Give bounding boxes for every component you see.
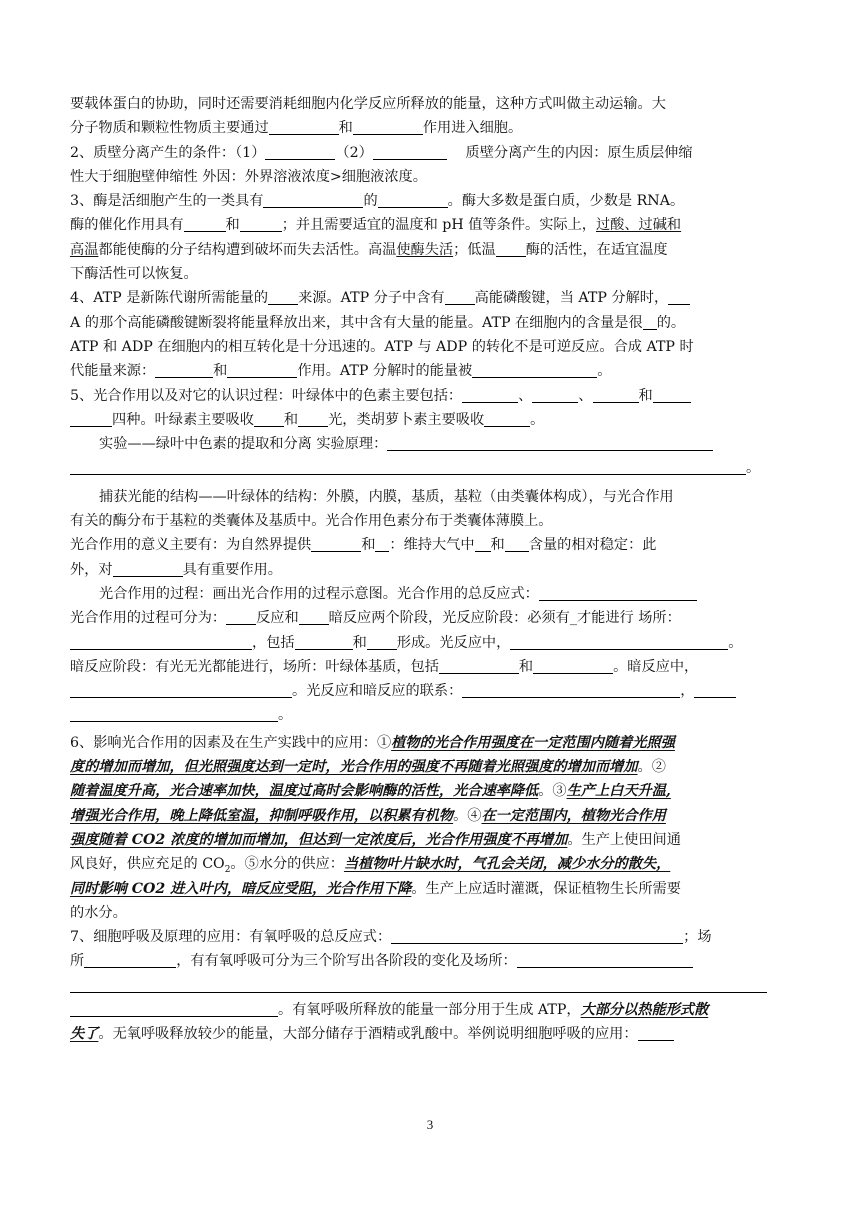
text-segment: 和 [338, 120, 353, 137]
text-segment: ，包括 [252, 634, 295, 651]
text-segment: 。④ [453, 807, 482, 824]
text-segment: 和 [638, 387, 653, 404]
text-segment: 的。 [656, 314, 686, 331]
text-segment: ；并且需要适宜的温度和 pH 值等条件。实际上， [281, 217, 596, 234]
fill-blank[interactable] [668, 288, 690, 305]
text-line [70, 804, 767, 828]
text-line [70, 731, 767, 755]
text-segment: 同时影响 CO2 进入叶内，暗反应受阻，光合作用下降 [70, 880, 412, 897]
text-segment: 使酶失活 [396, 241, 454, 258]
text-line [70, 852, 767, 876]
fill-blank[interactable] [472, 361, 597, 378]
text-segment: 所 [70, 953, 85, 970]
fill-blank[interactable] [533, 657, 613, 674]
fill-blank[interactable] [254, 410, 284, 427]
text-line [70, 262, 767, 286]
text-segment: 增强光合作用，晚上降低室温，抑制呼吸作用，以积累有机物 [70, 807, 454, 824]
text-line [70, 286, 767, 310]
text-line [70, 925, 767, 949]
text-segment: 都能使酶的分子结构遭到破坏而失去活性。高温 [98, 241, 397, 258]
text-segment: 外，对 [70, 561, 113, 578]
fill-blank[interactable] [638, 1024, 674, 1041]
text-segment: 。 [530, 411, 545, 428]
fill-blank[interactable] [298, 410, 328, 427]
text-segment: 有关的酶分布于基粒的类囊体及基质中。光合作用色素分布于类囊体薄膜上。 [70, 513, 553, 530]
text-segment: 要载体蛋白的协助，同时还需要消耗细胞内化学反应所释放的能量，这种方式叫做主动运输。大 [70, 96, 666, 112]
text-line [70, 582, 767, 606]
subscript: 2 [224, 865, 231, 876]
text-segment: 高能磷酸键，当 ATP 分解时， [474, 290, 669, 307]
text-segment: 。酶大多数是蛋白质，少数是 RNA。 [447, 193, 685, 210]
fill-blank[interactable] [113, 560, 183, 577]
text-segment: 作用。ATP 分解时的能量被 [297, 363, 473, 380]
fill-blank[interactable] [475, 535, 491, 552]
fill-blank[interactable] [378, 191, 448, 208]
fill-blank[interactable] [387, 434, 713, 451]
fill-blank[interactable] [70, 681, 292, 698]
text-segment: 5、光合作用以及对它的认识过程：叶绿体中的色素主要包括： [70, 387, 463, 404]
fill-blank[interactable] [375, 535, 389, 552]
text-segment: 。生产上应适时灌溉，保证植物生长所需要 [411, 880, 681, 897]
text-line [70, 949, 767, 973]
text-line [70, 558, 767, 582]
fill-blank[interactable] [226, 608, 256, 625]
text-segment: 4、ATP 是新陈代谢所需能量的 [70, 290, 269, 307]
text-segment: 四种。叶绿素主要吸收 [112, 411, 254, 428]
fill-blank[interactable] [532, 386, 578, 403]
text-line [70, 238, 767, 262]
text-segment: 。光反应和暗反应的联系： [292, 683, 463, 700]
text-segment: A 的那个高能磷酸键断裂将能量释放出来，其中含有大量的能量。ATP 在细胞内的含量是很 [70, 314, 643, 331]
text-segment: 。有氧呼吸所释放的能量一部分用于生成 ATP， [278, 1001, 581, 1018]
text-segment: 反应和 [256, 610, 299, 627]
fill-blank[interactable] [184, 215, 226, 232]
text-line [70, 606, 767, 630]
text-segment: 和 [352, 634, 367, 651]
fill-blank[interactable] [593, 386, 639, 403]
text-segment: 。⑤水分的供应： [230, 856, 344, 873]
text-line [70, 779, 767, 803]
text-segment: 大部分以热能形式散 [580, 1001, 709, 1018]
fill-blank[interactable] [517, 951, 693, 968]
text-segment: （2） [335, 144, 373, 161]
text-line [70, 1022, 767, 1046]
document-page [70, 92, 767, 1047]
fill-blank[interactable] [462, 681, 680, 698]
text-segment: 性大于细胞壁伸缩性 外因：外界溶液浓度>细胞液浓度。 [70, 168, 427, 185]
text-line [70, 533, 767, 557]
text-line [70, 679, 767, 703]
text-line [70, 359, 767, 383]
text-segment: 当植物叶片缺水时，气孔会关闭，减少水分的散失， [343, 856, 671, 873]
fill-blank[interactable] [299, 608, 329, 625]
text-segment: 含量的相对稳定：此 [528, 537, 657, 554]
fill-blank[interactable] [439, 657, 519, 674]
text-segment: 。生产上使田间通 [567, 831, 681, 848]
fill-blank[interactable] [269, 118, 339, 135]
text-segment: 暗反应两个阶段，光反应阶段：必须有_才能进行 场所： [328, 610, 681, 627]
fill-blank[interactable] [295, 633, 353, 650]
text-line [70, 828, 767, 852]
text-segment: 、 [578, 387, 593, 404]
text-line [70, 456, 767, 480]
page-number: 3 [426, 1117, 434, 1132]
fill-blank[interactable] [353, 118, 423, 135]
fill-blank[interactable] [84, 951, 176, 968]
text-line [70, 877, 767, 901]
text-segment: ；场 [683, 929, 712, 946]
text-line [70, 998, 767, 1022]
text-segment: 和 [225, 217, 240, 234]
fill-blank[interactable] [70, 976, 767, 993]
text-segment: 代能量来源： [70, 363, 156, 380]
text-segment: 失了 [70, 1026, 99, 1043]
text-segment: 、 [518, 387, 533, 404]
text-line [70, 335, 767, 359]
text-segment: 。 [597, 363, 612, 380]
text-line [70, 974, 767, 998]
text-segment: 的 [363, 193, 378, 210]
fill-blank[interactable] [70, 705, 278, 722]
text-segment: 在一定范围内，植物光合作用 [481, 807, 666, 824]
text-segment: 光合作用的过程可分为： [70, 610, 227, 627]
text-segment: 捕获光能的结构——叶绿体的结构：外膜，内膜，基质，基粒（由类囊体构成），与光合作用 [99, 488, 674, 505]
fill-blank[interactable] [155, 361, 213, 378]
text-segment: ，有有氧呼吸可分为三个阶写出各阶段的变化及场所： [176, 953, 517, 970]
fill-blank[interactable] [70, 410, 112, 427]
fill-blank[interactable] [70, 1000, 278, 1017]
fill-blank[interactable] [70, 458, 746, 475]
text-segment: 形成。光反应中， [396, 634, 511, 651]
fill-blank[interactable] [263, 191, 363, 208]
text-segment: 作用进入细胞。 [422, 120, 523, 137]
text-segment: 质壁分离产生的内因：原生质层伸缩 [446, 144, 693, 161]
fill-blank[interactable] [268, 288, 298, 305]
text-segment: 和 [518, 658, 534, 675]
text-segment: 。② [637, 759, 666, 776]
text-segment: 。 [746, 460, 761, 477]
text-line [70, 509, 767, 533]
text-segment: ；低温 [453, 241, 496, 258]
text-line [70, 703, 767, 727]
text-segment: 的水分。 [70, 904, 127, 921]
fill-blank[interactable] [462, 386, 518, 403]
text-segment: 来源。ATP 分子中含有 [298, 290, 445, 307]
fill-blank[interactable] [265, 143, 335, 160]
text-line [70, 408, 767, 432]
text-line [70, 311, 767, 335]
text-segment: 生产上白天升温, [566, 783, 671, 800]
fill-blank[interactable] [496, 240, 526, 257]
text-line [70, 485, 767, 509]
text-segment: 6、影响光合作用的因素及在生产实践中的应用：① [70, 734, 392, 751]
fill-blank[interactable] [694, 681, 736, 698]
text-segment: 度的增加而增加，但光照强度达到一定时，光合作用的强度不再随着光照强度的增加而增加 [70, 759, 638, 776]
fill-blank[interactable] [311, 535, 361, 552]
text-segment: ATP 和 ADP 在细胞内的相互转化是十分迅速的。ATP 与 ADP 的转化不是可逆反应。合成 ATP 时 [70, 338, 694, 355]
text-segment: 。暗反应中， [613, 658, 699, 675]
text-segment: 光合作用的意义主要有：为自然界提供 [70, 537, 312, 554]
text-segment: 7、细胞呼吸及原理的应用：有氧呼吸的总反应式： [70, 929, 392, 946]
text-line [70, 116, 767, 140]
text-segment: ：维持大气中 [389, 537, 475, 554]
text-segment: 强度随着 CO2 浓度的增加而增加，但达到一定浓度后，光合作用强度不再增加 [70, 831, 568, 848]
fill-blank[interactable] [653, 386, 691, 403]
text-segment: 酶的催化作用具有 [70, 217, 184, 234]
text-segment: 。无氧呼吸释放较少的能量，大部分储存于酒精或乳酸中。举例说明细胞呼吸的应用： [98, 1026, 638, 1043]
fill-blank[interactable] [505, 535, 529, 552]
text-line [70, 92, 767, 116]
text-segment: 随着温度升高，光合速率加快，温度过高时会影响酶的活性，光合速率降低 [70, 783, 539, 800]
text-line [70, 432, 767, 456]
text-line [70, 165, 767, 189]
text-segment: 酶的活性，在适宜温度 [525, 241, 668, 258]
text-line [70, 384, 767, 408]
text-line [70, 213, 767, 237]
text-segment: 。 [728, 634, 743, 651]
text-segment: 3、酶是活细胞产生的一类具有 [70, 193, 264, 210]
text-segment: ， [680, 683, 695, 700]
text-segment: 具有重要作用。 [182, 561, 282, 578]
text-segment: 过酸、过碱和 [595, 217, 682, 234]
text-segment: 高温 [70, 241, 99, 258]
fill-blank[interactable] [373, 143, 447, 160]
text-segment: 和 [490, 537, 505, 554]
text-segment: 分子物质和颗粒性物质主要通过 [70, 120, 269, 137]
fill-blank[interactable] [484, 410, 530, 427]
text-line [70, 141, 767, 165]
fill-blank[interactable] [643, 313, 657, 330]
fill-blank[interactable] [367, 633, 397, 650]
text-segment: 2、质壁分离产生的条件：（1） [70, 144, 266, 161]
text-segment: 和 [213, 363, 228, 380]
text-segment: 风良好，供应充足的 CO [70, 856, 225, 873]
text-segment: 下酶活性可以恢复。 [70, 266, 198, 283]
text-segment: 光合作用的过程：画出光合作用的过程示意图。光合作用的总反应式： [99, 585, 539, 602]
text-segment: 植物的光合作用强度在一定范围内随着光照强 [391, 734, 675, 751]
text-segment: 。③ [538, 783, 567, 800]
text-segment: 暗反应阶段：有光无光都能进行，场所：叶绿体基质，包括 [70, 658, 439, 675]
fill-blank[interactable] [391, 927, 683, 944]
text-line [70, 189, 767, 213]
text-segment: 实验——绿叶中色素的提取和分离 实验原理： [99, 436, 388, 453]
fill-blank[interactable] [227, 361, 297, 378]
text-segment: 和 [361, 537, 376, 554]
text-segment: 。 [278, 707, 293, 724]
text-line [70, 631, 767, 655]
fill-blank[interactable] [240, 215, 282, 232]
text-segment: 光，类胡萝卜素主要吸收 [328, 411, 485, 428]
text-line [70, 901, 767, 925]
fill-blank[interactable] [445, 288, 475, 305]
text-segment: 和 [283, 411, 299, 428]
text-line [70, 755, 767, 779]
fill-blank[interactable] [539, 584, 697, 601]
text-line [70, 655, 767, 679]
fill-blank[interactable] [70, 633, 252, 650]
fill-blank[interactable] [510, 633, 728, 650]
